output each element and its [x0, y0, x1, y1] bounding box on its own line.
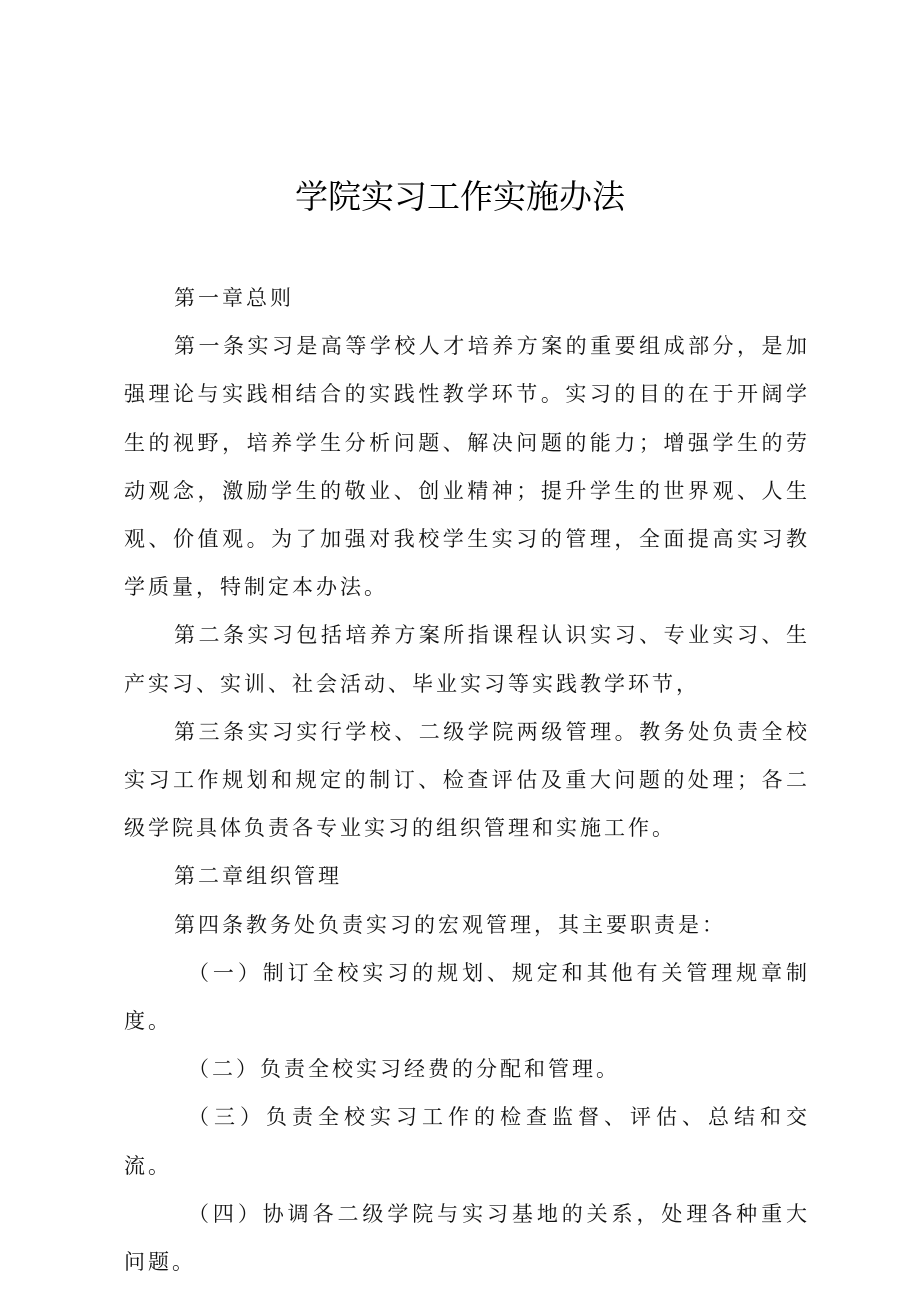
chapter-heading-1: 第一章总则	[174, 286, 294, 310]
list-item-4: （四）协调各二级学院与实习基地的关系，处理各种重大问题。	[124, 1201, 810, 1275]
list-item-3: （三）负责全校实习工作的检查监督、评估、总结和交流。	[124, 1105, 810, 1178]
document-title: 学院实习工作实施办法	[295, 177, 625, 216]
document-body	[124, 274, 810, 1286]
list-item-1: （一）制订全校实习的规划、规定和其他有关管理规章制度。	[124, 960, 810, 1034]
article-1: 第一条实习是高等学校人才培养方案的重要组成部分，是加强理论与实践相结合的实践性教学环节。实习的目的在于开阔学生的视野，培养学生分析问题、解决问题的能力；增强学生的劳动观念，激励学生的敬业、创业精神；提升学生的世界观、人生观、价值观。为了加强对我校学生实习的管理，全面提高实习教学质量，特制定本办法。	[124, 334, 810, 600]
article-3: 第三条实习实行学校、二级学院两级管理。教务处负责全校实习工作规划和规定的制订、检查评估及重大问题的处理；各二级学院具体负责各专业实习的组织管理和实施工作。	[124, 719, 810, 841]
article-2: 第二条实习包括培养方案所指课程认识实习、专业实习、生产实习、实训、社会活动、毕业实习等实践教学环节，	[124, 623, 810, 696]
list-item-2: （二）负责全校实习经费的分配和管理。	[188, 1057, 620, 1082]
chapter-heading-2: 第二章组织管理	[174, 864, 342, 889]
article-4: 第四条教务处负责实习的宏观管理，其主要职责是：	[174, 912, 726, 937]
